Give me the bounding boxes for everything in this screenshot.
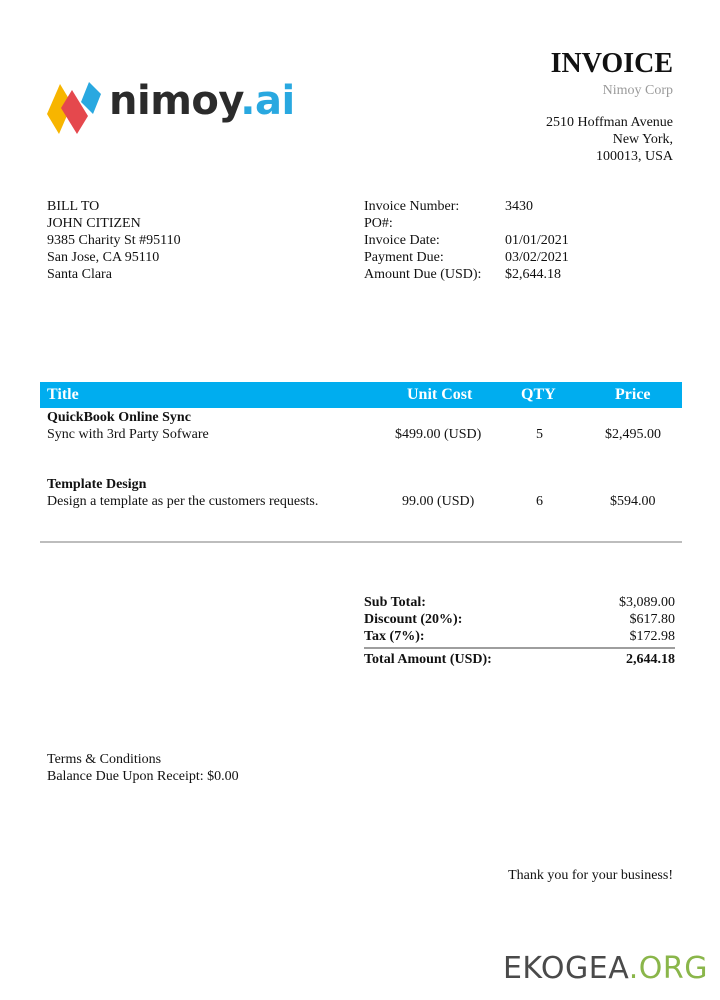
item-price: $594.00 [610, 494, 656, 509]
invoice-meta [364, 198, 569, 283]
item-description: Design a template as per the customers requests. [47, 494, 319, 509]
item-title: Template Design [47, 477, 147, 492]
item-unit-cost: $499.00 (USD) [395, 427, 482, 442]
bill-to-block [47, 198, 181, 283]
company-logo [47, 80, 307, 136]
table-row [40, 409, 682, 449]
terms-block [47, 751, 239, 785]
watermark: EKOGEA.ORG [502, 951, 708, 986]
bill-to-line: San Jose, CA 95110 [47, 250, 160, 265]
terms-heading: Terms & Conditions [47, 752, 162, 767]
bill-to-line: 9385 Charity St #95110 [47, 233, 181, 248]
invoice-title: INVOICE [550, 48, 673, 79]
column-header-unit-cost: Unit Cost [407, 386, 473, 403]
tax-row: Tax (7%): $172.98 [364, 629, 675, 644]
logo-wordmark: nimoy.ai [109, 78, 295, 124]
address-line: New York, [612, 132, 673, 147]
logo-mark-icon [47, 80, 105, 136]
bill-to-heading: BILL TO [47, 199, 100, 214]
column-header-qty: QTY [521, 386, 556, 403]
item-title: QuickBook Online Sync [47, 410, 191, 425]
column-header-price: Price [615, 386, 651, 403]
meta-row-invoice-number: Invoice Number: 3430 [364, 199, 533, 214]
meta-row-payment-due: Payment Due: 03/02/2021 [364, 250, 569, 265]
table-row [40, 476, 682, 516]
company-address [546, 114, 673, 165]
subtotal-row: Sub Total: $3,089.00 [364, 595, 675, 610]
total-amount-row: Total Amount (USD): 2,644.18 [364, 647, 675, 668]
address-line: 100013, USA [595, 149, 673, 164]
address-line: 2510 Hoffman Avenue [545, 115, 673, 130]
item-price: $2,495.00 [605, 427, 661, 442]
bill-to-line: JOHN CITIZEN [47, 216, 141, 231]
column-header-title: Title [47, 386, 79, 403]
item-qty: 5 [536, 427, 543, 442]
items-divider [40, 541, 682, 543]
bill-to-line: Santa Clara [47, 267, 112, 282]
company-name: Nimoy Corp [602, 83, 673, 98]
item-description: Sync with 3rd Party Sofware [47, 427, 209, 442]
meta-row-amount-due: Amount Due (USD): $2,644.18 [364, 267, 561, 282]
items-table-header [40, 382, 682, 408]
totals-block [364, 594, 675, 668]
meta-row-invoice-date: Invoice Date: 01/01/2021 [364, 233, 569, 248]
item-qty: 6 [536, 494, 543, 509]
item-unit-cost: 99.00 (USD) [402, 494, 475, 509]
discount-row: Discount (20%): $617.80 [364, 612, 675, 627]
balance-due: Balance Due Upon Receipt: $0.00 [47, 769, 239, 784]
meta-row-po: PO#: [364, 216, 393, 231]
thank-you-note: Thank you for your business! [508, 868, 673, 883]
